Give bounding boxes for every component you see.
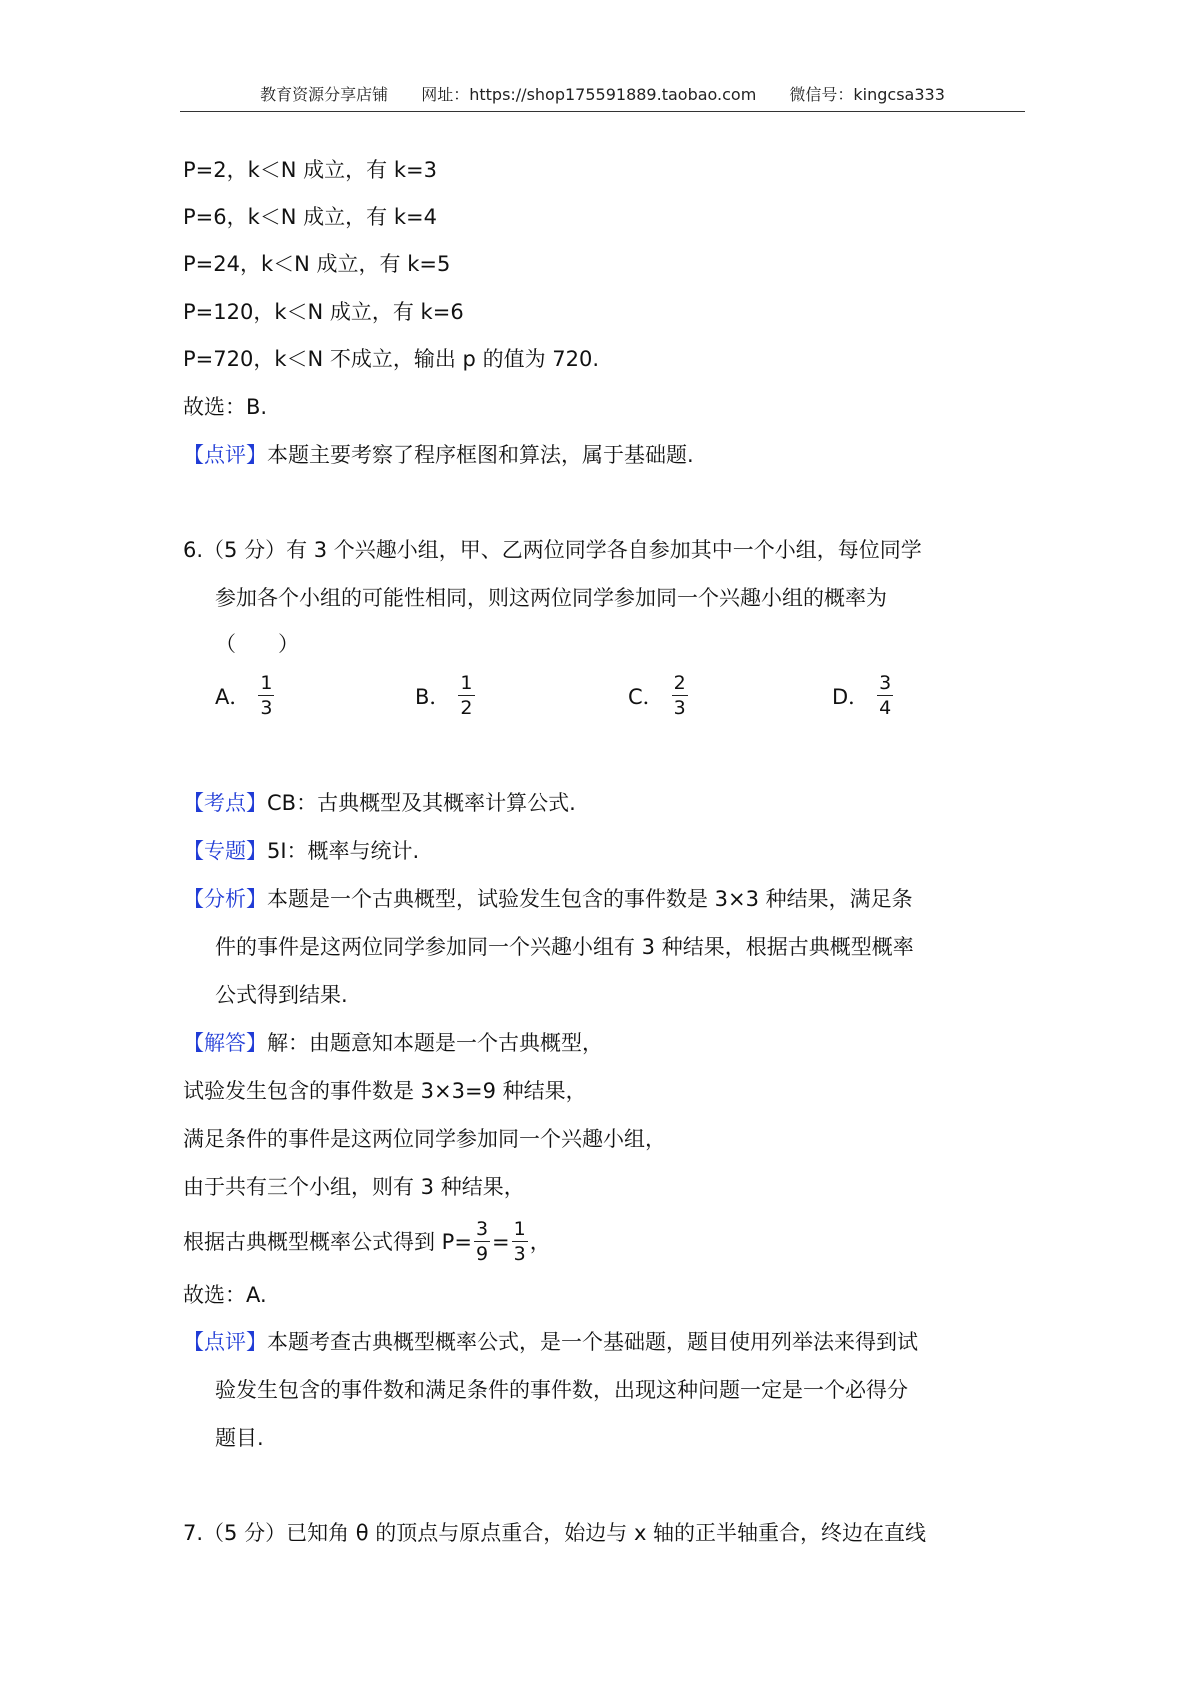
header-wechat: 微信号：kingcsa333: [789, 85, 945, 104]
review-tag: 【点评】: [183, 1330, 267, 1354]
option-b: [415, 672, 477, 719]
step-line: P=720，k＜N 不成立，输出 p 的值为 720.: [183, 347, 599, 371]
step-line: P=24，k＜N 成立，有 k=5: [183, 252, 451, 276]
header-rule: [180, 111, 1025, 112]
option-fraction: $\frac{1}{2}$: [460, 672, 473, 719]
q6-kaodian: 【考点】CB：古典概型及其概率计算公式.: [183, 791, 576, 815]
q6-stem-line2: 参加各个小组的可能性相同，则这两位同学参加同一个兴趣小组的概率为: [215, 586, 887, 610]
q6-jieda-line5: 根据古典概型概率公式得到 P= $\frac{3}{9}$ = $\frac{1}{3}$ ，: [183, 1218, 551, 1265]
option-label: C．: [628, 684, 664, 709]
q6-zhuanti: 【专题】5I：概率与统计.: [183, 839, 420, 863]
q6-jieda-line2: 试验发生包含的事件数是 3×3=9 种结果，: [183, 1079, 587, 1103]
q6-jieda: 【解答】解：由题意知本题是一个古典概型，: [183, 1031, 603, 1055]
header-shop: 教育资源分享店铺: [260, 85, 389, 104]
jieda-tag: 【解答】: [183, 1031, 267, 1055]
option-label: D．: [832, 684, 870, 709]
q5-review: [183, 440, 694, 470]
header-site: 网址：https://shop175591889.taobao.com: [421, 85, 757, 104]
q6-review: 【点评】本题考查古典概型概率公式，是一个基础题，题目使用列举法来得到试: [183, 1330, 918, 1354]
option-fraction: $\frac{3}{4}$: [879, 672, 892, 719]
q6-fenxi-line2: 件的事件是这两位同学参加同一个兴趣小组有 3 种结果，根据古典概型概率: [215, 935, 914, 959]
option-fraction: $\frac{1}{3}$: [260, 672, 273, 719]
q5-choice: 故选：B.: [183, 395, 268, 419]
zhuanti-tag: 【专题】: [183, 839, 267, 863]
step-line: P=120，k＜N 成立，有 k=6: [183, 300, 464, 324]
option-c: [628, 672, 690, 719]
option-label: A．: [215, 684, 251, 709]
q6-fenxi-line3: 公式得到结果.: [215, 983, 348, 1007]
q6-stem-line1: 6.（5 分）有 3 个兴趣小组，甲、乙两位同学各自参加其中一个小组，每位同学: [183, 538, 922, 562]
q7-stem-line1: 7.（5 分）已知角 θ 的顶点与原点重合，始边与 x 轴的正半轴重合，终边在直线: [183, 1521, 927, 1545]
q6-jieda-line4: 由于共有三个小组，则有 3 种结果，: [183, 1175, 525, 1199]
kaodian-tag: 【考点】: [183, 791, 267, 815]
fraction-3-9: $\frac{3}{9}$: [475, 1218, 489, 1265]
step-line: P=6，k＜N 成立，有 k=4: [183, 205, 437, 229]
option-d: [832, 672, 895, 719]
step-line: P=2，k＜N 成立，有 k=3: [183, 158, 437, 182]
review-text: 本题主要考察了程序框图和算法，属于基础题.: [267, 443, 694, 467]
review-tag: 【点评】: [183, 443, 267, 467]
fraction-1-3: $\frac{1}{3}$: [513, 1218, 526, 1265]
q6-fenxi: 【分析】本题是一个古典概型，试验发生包含的事件数是 3×3 种结果，满足条: [183, 887, 913, 911]
option-fraction: $\frac{2}{3}$: [673, 672, 686, 719]
q6-jieda-line3: 满足条件的事件是这两位同学参加同一个兴趣小组，: [183, 1127, 666, 1151]
fenxi-tag: 【分析】: [183, 887, 267, 911]
page-header: [180, 82, 1025, 105]
q6-review-line3: 题目.: [215, 1426, 264, 1450]
option-label: B．: [415, 684, 451, 709]
option-a: [215, 672, 276, 719]
q6-review-line2: 验发生包含的事件数和满足条件的事件数，出现这种问题一定是一个必得分: [215, 1378, 908, 1402]
q6-stem-line3: （ ）: [215, 632, 299, 656]
q6-choice: 故选：A.: [183, 1283, 267, 1307]
